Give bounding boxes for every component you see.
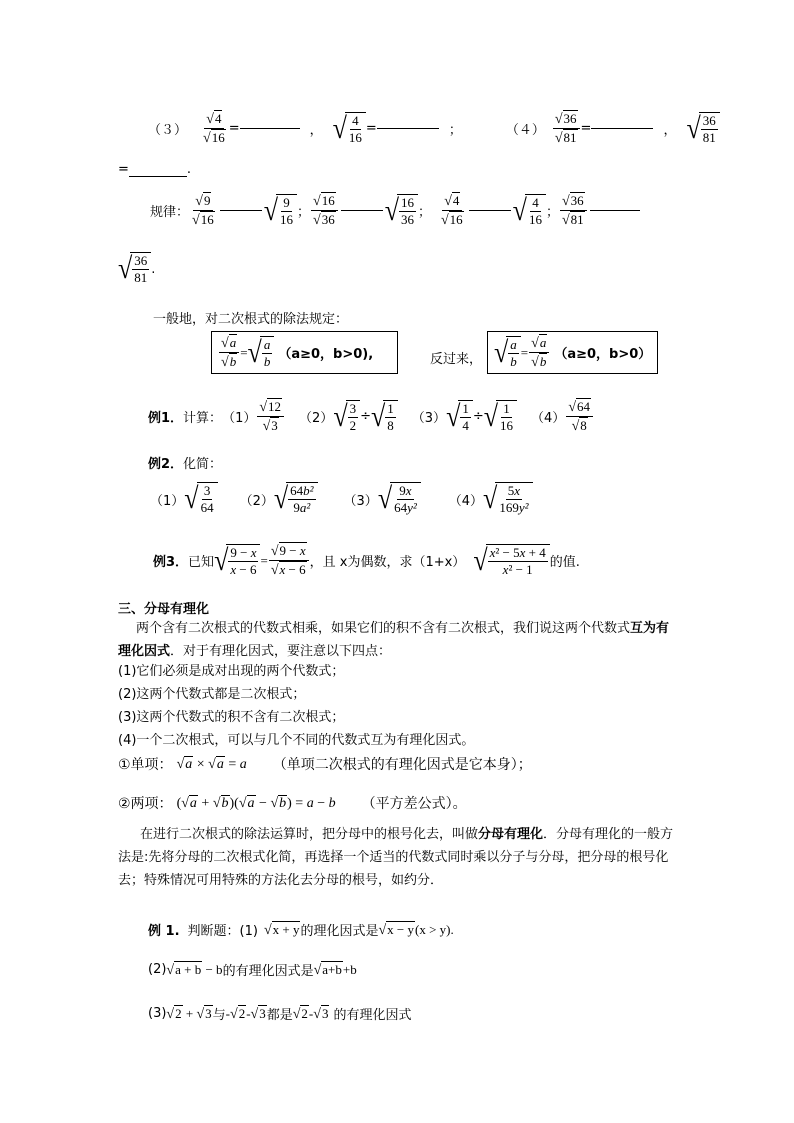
sqrt2-plus-sqrt3: √ 2 + √ 3 (166, 1005, 212, 1022)
example-text: 已知 (188, 555, 215, 570)
double-formula: ( √ a + √ b )( √ a − √ b ) = a − b (176, 795, 336, 811)
rule-continuation (118, 252, 155, 286)
method-paragraph (118, 823, 678, 892)
part-label: （1） (222, 411, 257, 426)
sqrt-polynomial-fraction: √ $\frac{\text{x² − 5x + 4}}{\text{x² − 1}}$ (473, 544, 549, 578)
period: . (151, 261, 156, 277)
example-2-heading (148, 453, 222, 472)
period: . (186, 162, 192, 177)
comma: ， (309, 123, 323, 138)
point-1: (1)它们必须是成对出现的两个代数式； (118, 664, 345, 679)
example-3-row: 例3． 已知 √ $\frac{9 - x}{x - 6}$ = √ 9 − x √ x − 6 ，且 x为偶数，求（1+x） √ $\frac{\text{x² − 5x + 4}}{\text{x² − 1}}$ 的值. (153, 543, 580, 578)
sqrt-4-over-16: √ $\frac{4}{16}$ (513, 194, 546, 228)
frac-sqrt9-x-sqrtx-6: √ 9 − x √ x − 6 (269, 542, 309, 579)
condition-text: （a≥0，b>0), (278, 347, 374, 362)
sqrt-9-over-16: √ $\frac{9}{16}$ (264, 194, 297, 228)
judge-text: 都是 (266, 1008, 293, 1023)
sqrt-1-over-8: √ $\frac{1}{8}$ (371, 400, 398, 434)
answer-blank[interactable] (240, 128, 300, 129)
sqrt-x-plus-y: √ x + y (263, 921, 300, 938)
answer-blank[interactable] (591, 128, 653, 129)
frac-sqrt4-sqrt16: √ 4 √ 16 (440, 193, 463, 228)
sqrt-4-over-16: √ $\frac{4}{16}$ (333, 112, 366, 146)
intro-text: ．对于有理化因式，要注意以下四点： (170, 644, 392, 659)
sqrt-x-minus-y-condition: √ x − y (x > y). (378, 921, 454, 938)
example-text: 计算： (183, 411, 223, 426)
sqrt-1-over-4: √ $\frac{1}{4}$ (446, 400, 473, 434)
semicolon: ； (296, 205, 310, 220)
frac-sqrt4-sqrt16: √ 4 √ 16 (203, 111, 225, 146)
part-label: （3） (343, 493, 378, 509)
row-3-4 (148, 110, 720, 147)
example-text: ，且 x为偶数，求（1+x） (309, 555, 466, 570)
answer-line[interactable] (220, 210, 262, 211)
comma: ， (663, 123, 677, 138)
rule-label: 规律： (150, 205, 190, 220)
part-label: （3） (411, 411, 447, 426)
sqrt-5x-over-169y2: √ $\frac{5x}{\text{169y²}}$ (483, 482, 532, 516)
divide-sign: ÷ (472, 409, 484, 424)
equals: = (228, 121, 240, 136)
sqrt-1-over-16: √ $\frac{1}{16}$ (484, 400, 517, 434)
method-text: ．分母有理化的一般方法是:先将分母的二次根式化简，再选择一个适当的代数式同时乘以分子与分母，把分母的根号化去；特殊情况可用特殊的方法化去分母的根号，如约分． (118, 827, 674, 888)
judge-row-1 (148, 920, 454, 939)
sqrt-36-over-81: √ $\frac{36}{81}$ (118, 252, 151, 286)
sqrt-a-over-b: √ $\frac{a}{b}$ (248, 336, 275, 370)
example-label: 例1． (148, 411, 184, 426)
judge-text: 的有理化因式 (333, 1008, 412, 1023)
sqrt-64b2-over-9a2: √ $\frac{\text{64b²}}{\text{9a²}}$ (274, 482, 318, 516)
sqrt-3-over-2: √ $\frac{3}{2}$ (333, 400, 360, 434)
equals: = (365, 121, 377, 136)
part-label: (3) (148, 1006, 167, 1021)
row-3-continuation (118, 162, 191, 177)
frac-sqrt12-sqrt3: √ 12 √ 3 (257, 398, 284, 435)
example-text: 化简： (183, 457, 223, 472)
part-label: （4） (531, 411, 566, 426)
part-label: （4） (448, 493, 484, 509)
neg-sqrt2-minus-sqrt3: - √ 2 - √ 3 (225, 1005, 266, 1022)
example-2-row (150, 482, 533, 516)
double-term-row (118, 793, 467, 813)
semicolon: ； (448, 123, 462, 138)
sqrt-a-plus-b-plus-b: √ a+b +b (313, 961, 357, 978)
reverse-rule-box: √ $\frac{a}{b}$ = √ a √ b （a≥0，b>0） (487, 331, 658, 374)
answer-line[interactable] (590, 210, 640, 211)
part-3-label: （３） (148, 123, 188, 138)
judge-text: 与 (212, 1008, 226, 1023)
judge-text: 的有理化因式是 (222, 964, 314, 979)
part-label: （2） (299, 411, 334, 426)
judge-text: 判断题：(1) (187, 924, 258, 939)
answer-line[interactable] (341, 210, 383, 211)
example-label: 例 1. (148, 924, 180, 939)
section-title: 三、分母有理化 (118, 602, 210, 617)
part-label: （2） (239, 493, 274, 509)
reverse-label: 反过来， (430, 352, 483, 367)
sqrt-a-over-b: √ $\frac{a}{b}$ (494, 336, 521, 370)
frac-sqrt64-sqrt8: √ 64 √ 8 (566, 398, 593, 435)
sqrt-36-over-81: √ $\frac{36}{81}$ (686, 112, 719, 146)
double-note: （平方差公式）。 (361, 796, 467, 812)
frac-sqrt36-sqrt81: √ 36 √ 81 (560, 192, 587, 229)
judge-row-3 (148, 1004, 411, 1023)
single-label: ①单项： (118, 757, 173, 773)
single-term-row (118, 754, 532, 774)
single-formula: √ a × √ a = a (176, 756, 247, 772)
intro-bold-term: 互为有理化因式 (118, 621, 670, 659)
general-text: 一般地，对二次根式的除法规定： (153, 312, 349, 327)
answer-blank[interactable] (129, 176, 187, 177)
divide-sign: ÷ (360, 409, 371, 424)
sqrt-9-x-over-x-6: √ $\frac{9 - x}{x - 6}$ (214, 544, 260, 578)
sqrt-16-over-36: √ $\frac{16}{36}$ (385, 194, 418, 228)
sqrt-9x-over-64y2: √ $\frac{9x}{\text{64y²}}$ (378, 482, 421, 516)
equals: = (118, 162, 129, 177)
frac-sqrt36-sqrt81: √ 36 √ 81 (553, 110, 580, 147)
part-label: （1） (150, 493, 185, 509)
intro-paragraph (118, 617, 678, 663)
example-text: 的值. (549, 555, 580, 570)
judge-row-2 (148, 960, 357, 979)
division-rule-box: √ a √ b = √ $\frac{a}{b}$ （a≥0，b>0), (211, 331, 398, 374)
equals: = (580, 121, 592, 136)
frac-sqrt16-sqrt36: √ 16 √ 36 (311, 192, 338, 229)
single-note: （单项二次根式的有理化因式是它本身）； (272, 757, 532, 773)
rule-row (150, 192, 642, 229)
method-bold-term: 分母有理化 (478, 827, 544, 842)
answer-line[interactable] (469, 210, 511, 211)
sqrt-3-over-64: √ $\frac{3}{64}$ (184, 482, 217, 516)
answer-blank[interactable] (377, 128, 439, 129)
semicolon: ； (545, 205, 559, 220)
method-text: 在进行二次根式的除法运算时，把分母中的根号化去，叫做 (140, 827, 479, 842)
condition-text: （a≥0，b>0） (554, 347, 652, 362)
point-4: (4)一个二次根式，可以与几个不同的代数式互为有理化因式。 (118, 733, 475, 748)
frac-sqrta-sqrtb: √ a √ b (529, 334, 549, 371)
judge-text: 的理化因式是 (300, 924, 379, 939)
sqrt-a-plus-b-minus-b: √ a + b − b (166, 961, 223, 978)
sqrt2-minus-sqrt3: √ 2 - √ 3 (292, 1005, 329, 1022)
point-3: (3)这两个代数式的积不含有二次根式； (118, 710, 345, 725)
example-label: 例3． (153, 555, 189, 570)
point-2: (2)这两个代数式都是二次根式； (118, 687, 306, 702)
part-4-label: （４） (505, 123, 545, 138)
intro-text: 两个含有二次根式的代数式相乘，如果它们的积不含有二次根式，我们说这两个代数式 (136, 621, 631, 636)
part-label: (2) (148, 962, 167, 977)
frac-sqrt9-sqrt16: √ 9 √ 16 (192, 193, 214, 228)
double-label: ②两项： (118, 796, 173, 812)
semicolon: ； (417, 205, 431, 220)
example-1-row (148, 398, 594, 435)
frac-sqrta-sqrtb: √ a √ b (219, 334, 239, 371)
example-label: 例2． (148, 457, 184, 472)
